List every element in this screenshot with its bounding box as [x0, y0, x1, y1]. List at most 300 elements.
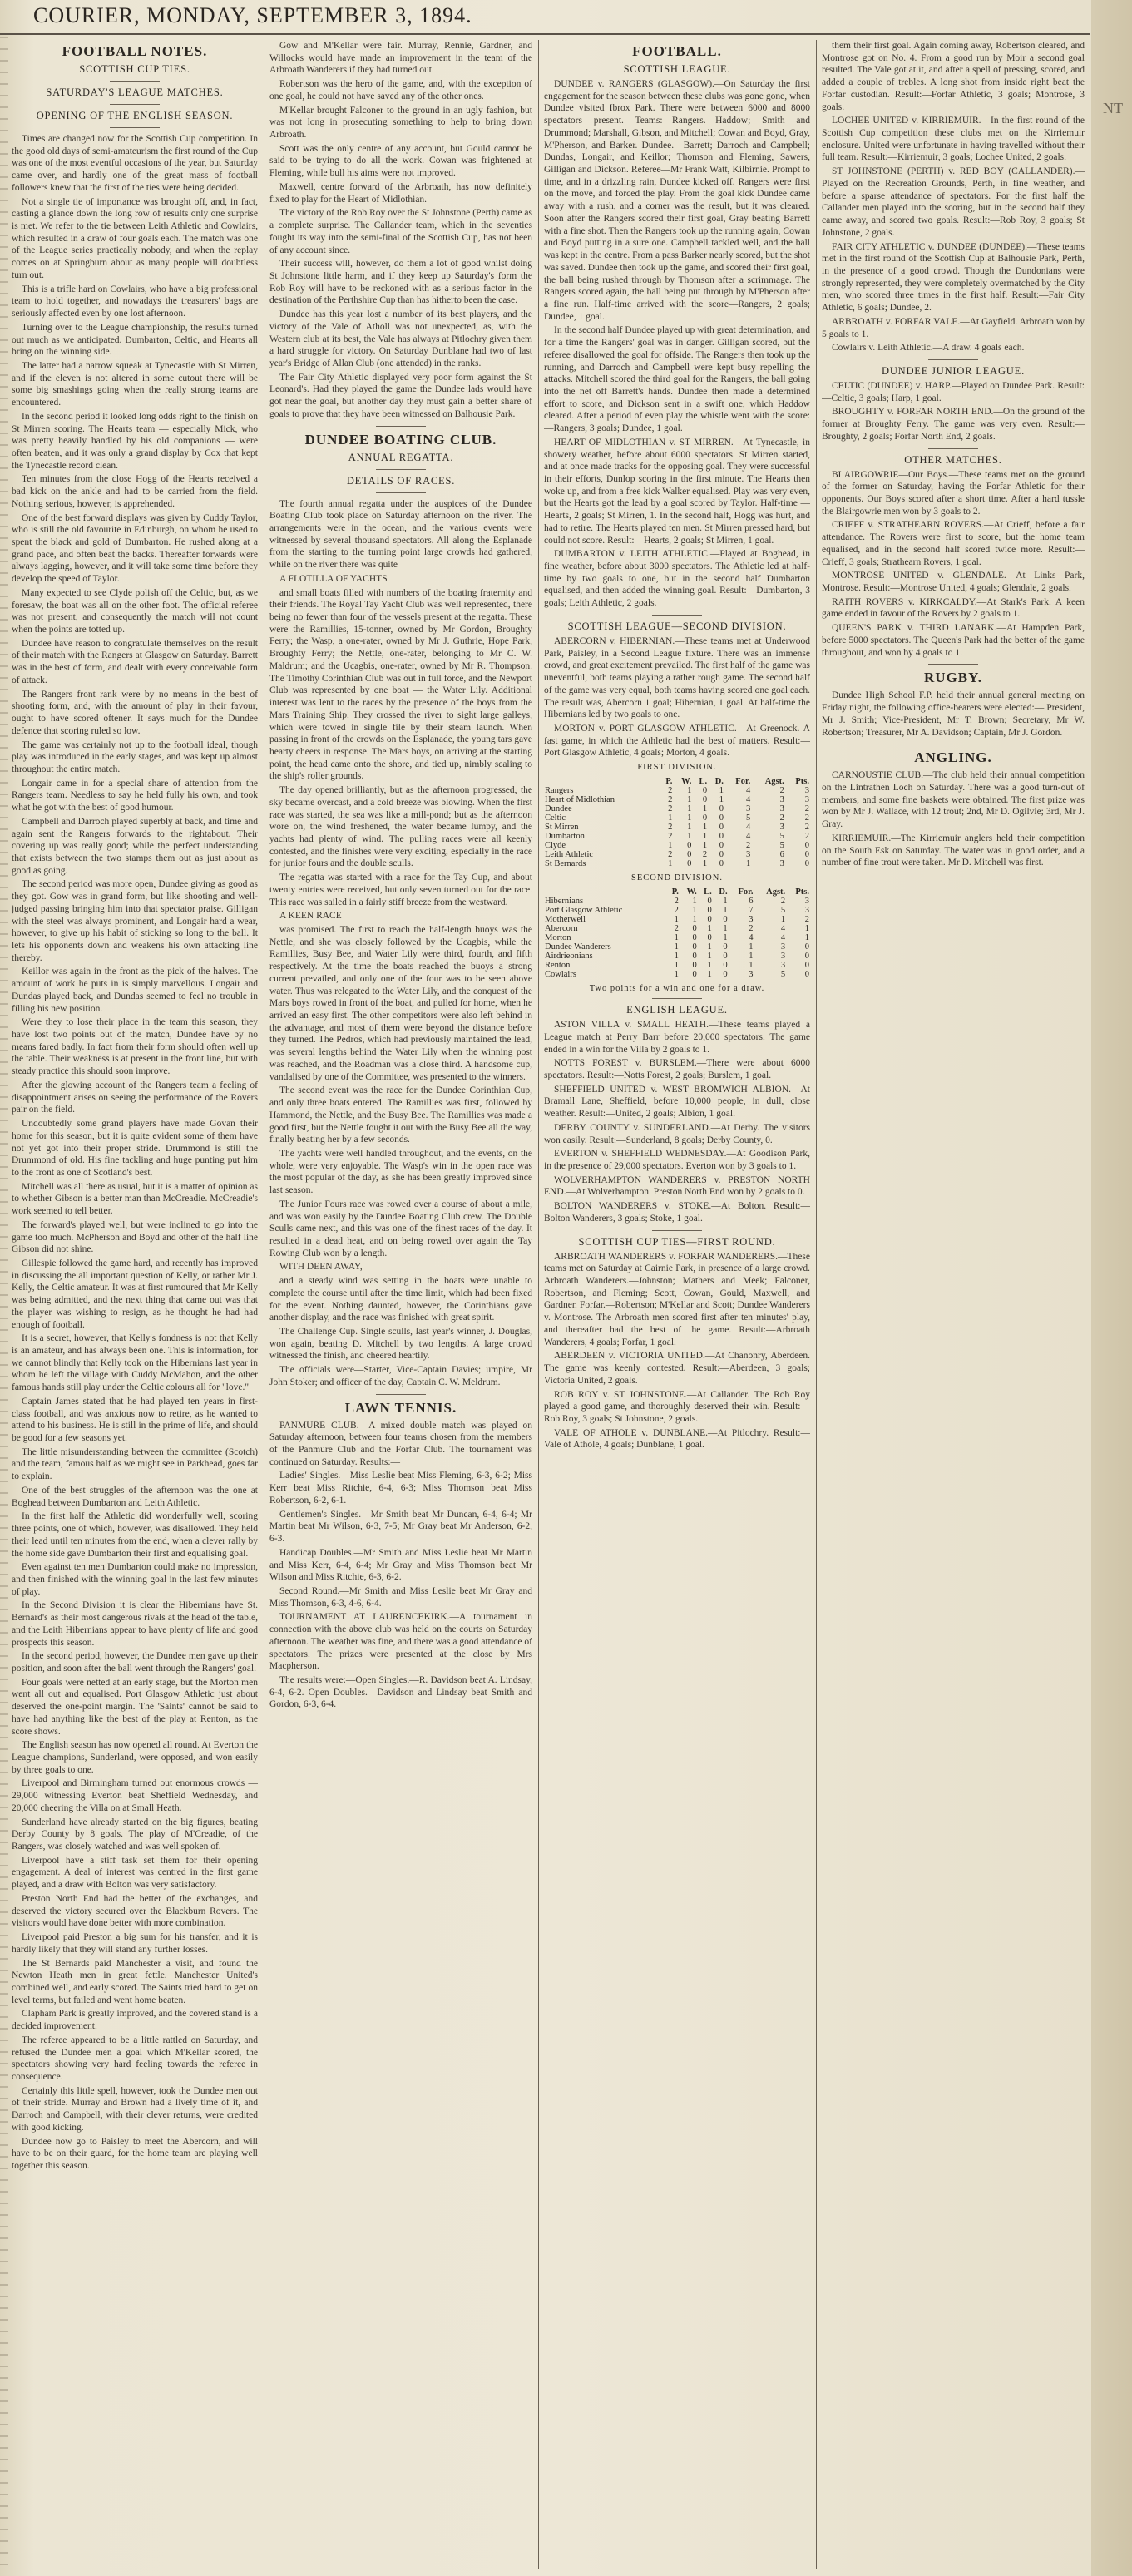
- article-paragraph: Scott was the only centre of any account, but Gould cannot be said to be trying to do all the work. Cowan was frightened at Fleming, while bull his aims were not improved.: [269, 143, 532, 179]
- section-subheading: SCOTTISH CUP TIES—FIRST ROUND.: [578, 1235, 776, 1248]
- stat-cell: 3: [780, 942, 786, 952]
- article-paragraph: DERBY COUNTY v. SUNDERLAND.—At Derby. The visitors won easily. Result:—Sunderland, 8 goals; Derby County, 0.: [544, 1122, 810, 1145]
- article-paragraph: The little misunderstanding between the committee (Scotch) and the team, famous half as we might see in Parkhead, goes far to explain.: [12, 1446, 258, 1482]
- stat-cell: 3: [779, 823, 784, 833]
- stat-cell: 1: [749, 961, 754, 971]
- article-paragraph: One of the best struggles of the afternoon was the one at Boghead between Dumbarton and Leith Athletic.: [12, 1485, 258, 1508]
- league-table-second-division: [544, 888, 810, 979]
- stat-cell: 1: [687, 823, 692, 833]
- team-name-cell: Airdrieonians: [545, 952, 593, 962]
- stat-cell: 0: [723, 915, 728, 925]
- stat-cell: 1: [804, 924, 809, 934]
- stat-cell: 1: [674, 915, 679, 925]
- article-paragraph: In the second period it looked long odds right to the finish on St Mirren scoring. The Hearts team — especially Mick, who was pretty heavily handled by his old companions — were often beaten, and it was only a grand display by Cox that kept the Tynecastle record clean.: [12, 411, 258, 471]
- stat-cell: 0: [687, 850, 692, 860]
- article-paragraph: Were they to lose their place in the team this season, they have lost two points out of the match, Dundee have by no means fared badly. In fact from their form should often well up the table. Their weakness is at present in the front line, but with steady practice this should soon improve.: [12, 1017, 258, 1077]
- stat-cell: 0: [702, 795, 708, 805]
- article-paragraph: RAITH ROVERS v. KIRKCALDY.—At Stark's Park. A keen game ended in favour of the Rovers by 2 goals to 1.: [822, 596, 1085, 620]
- stat-cell: 2: [674, 924, 679, 934]
- article-paragraph: Undoubtedly some grand players have made Govan their home for this season, but it is quite evident some of them have not yet got into their proper stride. Drummond is still the Drummond of old. His fine tackling and huge punting put him to the front as one of Scotland's best.: [12, 1119, 258, 1178]
- divider: [652, 1230, 702, 1231]
- stat-cell: 0: [707, 915, 712, 925]
- stat-cell: 0: [707, 933, 712, 943]
- team-name-cell: Dundee Wanderers: [545, 942, 611, 952]
- article-paragraph: The latter had a narrow squeak at Tynecastle with St Mirren, and if the eleven is not altered in some cutout there will be some big smashings going when the really strong teams are encountered.: [12, 360, 258, 408]
- article-paragraph: The Challenge Cup. Single sculls, last year's winner, J. Douglas, won again, beating D. Mitchell by two lengths. A large crowd witnessed the finish, and cheered heartily.: [269, 1327, 532, 1362]
- stat-cell: 1: [668, 813, 673, 823]
- stat-cell: 2: [749, 924, 754, 934]
- stat-cell: 3: [749, 970, 754, 980]
- table-row: [544, 832, 810, 841]
- article-body: [544, 78, 810, 610]
- team-name-cell: St Mirren: [545, 823, 579, 833]
- stat-cell: 0: [702, 813, 708, 823]
- table-header-cell: L.: [704, 888, 712, 897]
- table-row: [544, 850, 810, 859]
- stat-cell: 0: [687, 841, 692, 851]
- table-row: [544, 859, 810, 868]
- stat-cell: 2: [674, 897, 679, 907]
- article-paragraph: KIRRIEMUIR.—The Kirriemuir anglers held their competition on the South Esk on Saturday. The water was in good order, and a number of fine trout were taken. Mr D. Mitchell was first.: [822, 833, 1085, 868]
- article-paragraph: QUEEN'S PARK v. THIRD LANARK.—At Hampden Park, before 5000 spectators. The Queen's Park had the better of the game throughout, and won by 4 goals to 1.: [822, 623, 1085, 658]
- article-paragraph: It is a secret, however, that Kelly's fondness is not that Kelly is an amateur, and has always been one. This is information, for we cannot blindly that Kelly took on the Hibernians last year in whom he left the village with Cuddy McMahon, and the other famous hands still play under the Celtic colours all for "love.": [12, 1333, 258, 1393]
- stat-cell: 0: [719, 850, 724, 860]
- stat-cell: 0: [692, 961, 697, 971]
- stat-cell: 2: [702, 850, 708, 860]
- table-row: [544, 924, 810, 933]
- divider: [376, 492, 426, 493]
- article-paragraph: Four goals were netted at an early stage, but the Morton men went all out and equalised. Port Glasgow Athletic just about deserved the one-point margin. The 'Saints' cannot be said to have had anything like the best of the play at Renton, as the score shows.: [12, 1677, 258, 1737]
- stat-cell: 4: [746, 823, 751, 833]
- article-paragraph: Robertson was the hero of the game, and, with the exception of one goal, he could not have saved any of the other ones.: [269, 79, 532, 101]
- team-name-cell: St Bernards: [545, 859, 586, 869]
- stat-cell: 0: [719, 823, 724, 833]
- table-row: [544, 906, 810, 915]
- article-paragraph: The referee appeared to be a little rattled on Saturday, and refused the Dundee men a goal which M'Kellar scored, the spectators showing very hard feeling towards the referee in consequence.: [12, 2035, 258, 2082]
- stat-cell: 0: [719, 859, 724, 869]
- article-paragraph: Sunderland have already started on the big figures, beating Derby County by 8 goals. The play of M'Creadie, of the Rangers, was closely watched and was well spoken of.: [12, 1817, 258, 1852]
- stat-cell: 3: [780, 961, 786, 971]
- stat-cell: 0: [804, 841, 809, 851]
- section-subheading: ENGLISH LEAGUE.: [626, 1004, 728, 1016]
- stat-cell: 2: [668, 823, 673, 833]
- article-body: [544, 1019, 810, 1225]
- table-header-cell: Agst.: [764, 777, 784, 787]
- section-subheading: DETAILS OF RACES.: [346, 474, 456, 487]
- table-row: [544, 841, 810, 850]
- article-paragraph: TOURNAMENT AT LAURENCEKIRK.—A tournament in connection with the above club was held on the courts on Saturday afternoon. The weather was fine, and there was a good attendance of spectators. The prizes were presented at the close by Mrs Macpherson.: [269, 1612, 532, 1672]
- article-paragraph: Dundee have reason to congratulate themselves on the result of their match with the Rangers at Glasgow on Saturday. Barrett was in the best of form, and dealt with every conceivable form of attack.: [12, 638, 258, 685]
- stat-cell: 0: [723, 970, 728, 980]
- table-header-cell: [544, 888, 666, 897]
- stat-cell: 0: [804, 970, 809, 980]
- table-header-cell: [544, 777, 660, 786]
- table-header-cell: Pts.: [795, 777, 809, 787]
- section-subheading: SCOTTISH LEAGUE—SECOND DIVISION.: [567, 620, 787, 632]
- article-paragraph: M'Kellar brought Falconer to the ground in an ugly fashion, but was not long in prosecuting something to help to bring down Arbroath.: [269, 105, 532, 141]
- stat-cell: 6: [779, 850, 784, 860]
- stat-cell: 0: [692, 924, 697, 934]
- article-paragraph: Handicap Doubles.—Mr Smith and Miss Leslie beat Mr Martin and Miss Kerr, 6-4, 6-4; Mr Gray and Miss Thomson beat Mr Wilson and Miss Ritchie, 6-3, 6-2.: [269, 1547, 532, 1583]
- stat-cell: 2: [746, 841, 751, 851]
- masthead-rule: [0, 33, 1090, 35]
- stat-cell: 0: [687, 859, 692, 869]
- table-caption: SECOND DIVISION.: [631, 873, 723, 883]
- article-paragraph: The forward's played well, but were inclined to go into the game too much. McPherson and Boyd and other of the half line Gibson did not shine.: [12, 1219, 258, 1255]
- divider: [928, 359, 978, 360]
- article-paragraph: them their first goal. Again coming away, Robertson cleared, and Montrose got on No. 4. From a good run by Moir a second goal resulted. The Vale got at it, and after a spell of pressing, scored, and added a couple of trebles. A long shot from inside right beat the Forfar custodian. Result:—Forfar Athletic, 3 goals; Montrose, 3 goals.: [822, 41, 1085, 112]
- table-row: [544, 970, 810, 979]
- article-paragraph: Certainly this little spell, however, took the Dundee men out of their stride. Murray and Brown had a lively time of it, and Darroch and Campbell, with their clever returns, were credited with good kicking.: [12, 2085, 258, 2133]
- table-header-cell: For.: [738, 888, 754, 897]
- article-paragraph: Keillor was again in the front as the pick of the halves. The amount of work he puts in is simply marvellous. Longair and Dundas played back, and Dundas seemed to feel no trouble in filling his new position.: [12, 967, 258, 1014]
- stat-cell: 1: [749, 942, 754, 952]
- article-paragraph: Their success will, however, do them a lot of good whilst doing St Johnstone little harm, and if they keep up Saturday's form the Rob Roy will have to be reckoned with as a serious factor in the destination of the Perthshire Cup than has hitherto been the case.: [269, 259, 532, 306]
- column-rule: [816, 40, 817, 2569]
- stat-cell: 3: [779, 859, 784, 869]
- section-subheading: SCOTTISH CUP TIES.: [79, 63, 190, 75]
- stat-cell: 4: [746, 832, 751, 842]
- divider: [376, 1394, 426, 1395]
- divider: [928, 664, 978, 665]
- section-subheading: SATURDAY'S LEAGUE MATCHES.: [46, 87, 224, 98]
- article-paragraph: ARBROATH v. FORFAR VALE.—At Gayfield. Arbroath won by 5 goals to 1.: [822, 316, 1085, 339]
- stat-cell: 0: [804, 961, 809, 971]
- stat-cell: 1: [723, 933, 728, 943]
- stat-cell: 4: [780, 933, 786, 943]
- stat-cell: 6: [749, 897, 754, 907]
- stat-cell: 0: [707, 906, 712, 916]
- article-paragraph: The Junior Fours race was rowed over a course of about a mile, and was won easily by the Dundee Boating Club crew. The Double Sculls came next, and this was one of the finest races of the day. It resulted in a dead heat, and on being rowed over again the Tay Rowing Club won by a length.: [269, 1199, 532, 1258]
- table-row: [544, 942, 810, 952]
- table-row: [544, 813, 810, 823]
- article-paragraph: The second event was the race for the Dundee Corinthian Cup, and only three boats entered. The Ramillies was first, followed by Hammond, the Nettle, and the Busy Bee. The Ramillies was made a good first, but the Nettle fought it out with the Busy Bee all the way, finally beating her by a few seconds.: [269, 1085, 532, 1145]
- stat-cell: 1: [702, 823, 708, 833]
- article-paragraph: Liverpool have a stiff task set them for their opening engagement. A deal of interest was centred in the first game played, and a draw with Bolton was very satisfactory.: [12, 1855, 258, 1891]
- article-paragraph: Ten minutes from the close Hogg of the Hearts received a bad kick on the ankle and had to be carried from the field. Nothing serious, however, is apprehended.: [12, 474, 258, 509]
- article-paragraph: Preston North End had the better of the exchanges, and deserved the victory secured over the Blackburn Rovers. The visitors would have done better with more combination.: [12, 1893, 258, 1929]
- table-caption: FIRST DIVISION.: [637, 763, 717, 773]
- stat-cell: 2: [804, 813, 809, 823]
- stat-cell: 5: [779, 832, 784, 842]
- stat-cell: 0: [723, 961, 728, 971]
- stat-cell: 3: [780, 952, 786, 962]
- article-paragraph: Even against ten men Dumbarton could make no impression, and then finished with the winning goal in the last few minutes of play.: [12, 1562, 258, 1597]
- article-paragraph: The regatta was started with a race for the Tay Cup, and about twenty entries were received, but only seven turned out for the race. This race was sailed in a fairly stiff breeze from the westward.: [269, 873, 532, 907]
- stat-cell: 3: [779, 795, 784, 805]
- stat-cell: 1: [674, 933, 679, 943]
- article-paragraph: Many expected to see Clyde polish off the Celtic, but, as we foresaw, the boat was all on the other foot. The official referee was not present, and consequently the match will not count when the points are totted up.: [12, 587, 258, 635]
- stat-cell: 1: [707, 942, 712, 952]
- section-subheading: ANNUAL REGATTA.: [348, 451, 454, 463]
- stat-cell: 0: [804, 942, 809, 952]
- article-paragraph: MORTON v. PORT GLASGOW ATHLETIC.—At Greenock. A fast game, in which the Athletic had the best of matters. Result:—Port Glasgow Athletic, 4 goals; Morton, 4 goals.: [544, 723, 810, 759]
- article-paragraph: ARBROATH WANDERERS v. FORFAR WANDERERS.—These teams met on Saturday at Cairnie Park, in presence of a large crowd. Arbroath Wanderers.—Johnston; Mathers and Meek; Falconer, Robertson, and Fleming; Scott, Cowan, Gould, Maxwell, and Gardner. Forfar.—Robertson; M'Kellar and Scott; Dundee Wanderers v. Montrose. The Arbroath men scored first after ten minutes' play, and thereafter had the best of the game. Result:—Arbroath Wanderers, 4 goals; Forfar, 1 goal.: [544, 1251, 810, 1347]
- stat-cell: 0: [804, 850, 809, 860]
- article-paragraph: The game was certainly not up to the football ideal, though play was introduced in the early stages, and was kept up almost throughout the entire match.: [12, 739, 258, 774]
- article-paragraph: Mitchell was all there as usual, but it is a matter of opinion as to whether Gibson is a better man than McCreadie. McCreadie's work seemed to tell better.: [12, 1181, 258, 1217]
- adjacent-page-edge: [1091, 0, 1132, 2576]
- stat-cell: 1: [674, 952, 679, 962]
- stat-cell: 1: [687, 786, 692, 796]
- table-header-cell: Pts.: [795, 888, 809, 897]
- table-row: [544, 952, 810, 961]
- article-paragraph: Liverpool paid Preston a big sum for his transfer, and it is hardly likely that they will stand any further losses.: [12, 1932, 258, 1955]
- article-paragraph: The yachts were well handled throughout, and the events, on the whole, were very enjoyable. The Wasp's win in the open race was the most popular of the day, as she has been greatly improved since last season.: [269, 1148, 532, 1196]
- stat-cell: 4: [746, 795, 751, 805]
- article-paragraph: CARNOUSTIE CLUB.—The club held their annual competition on the Lintrathen Loch on Saturday. There was a good turn-out of members, and some fine baskets were obtained. The first prize was won by Mr J. Wallace, with 12 trout; 2nd, Mr D. Ogilvie; 3rd, Mr J. Gray.: [822, 770, 1085, 830]
- stat-cell: 0: [692, 942, 697, 952]
- stat-cell: 1: [702, 832, 708, 842]
- stat-cell: 1: [692, 906, 697, 916]
- column-middle-left: [269, 40, 532, 2569]
- section-heading: FOOTBALL.: [632, 43, 722, 59]
- article-paragraph: FAIR CITY ATHLETIC v. DUNDEE (DUNDEE).—These teams met in the first round of the Scottish Cup at Balhousie Park, Perth, in the presence of a good crowd. Though the Dundonians were strongly represented, they were completely overmatched by the City men, who scored three times in the first half. Result:—Fair City Athletic, 6 goals; Dundee, 2.: [822, 241, 1085, 314]
- divider: [652, 998, 702, 999]
- stat-cell: 1: [723, 924, 728, 934]
- stat-cell: 1: [804, 933, 809, 943]
- article-body: [822, 690, 1085, 739]
- team-name-cell: Heart of Midlothian: [545, 795, 615, 805]
- stat-cell: 0: [804, 859, 809, 869]
- article-paragraph: Dundee now go to Paisley to meet the Abercorn, and will have to be on their guard, for the home team are playing well together this season.: [12, 2136, 258, 2171]
- article-paragraph: ABERCORN v. HIBERNIAN.—These teams met at Underwood Park, Paisley, in a Second League fixture. There was an immense crowd, and great excitement prevailed. The first half of the game was uneventful, both teams playing a rather rough game. The second half of the game was very equal, both teams having scored one goal each. The result was, Abercorn 1 goal; Hibernian, 1 goal. At half-time the Hibernians led by two goals to one.: [544, 635, 810, 720]
- article-body: [269, 40, 532, 421]
- article-paragraph: WOLVERHAMPTON WANDERERS v. PRESTON NORTH END.—At Wolverhampton. Preston North End won by 2 goals to 0.: [544, 1174, 810, 1198]
- table-header-cell: W.: [681, 777, 692, 787]
- stat-cell: 0: [723, 942, 728, 952]
- stat-cell: 1: [668, 841, 673, 851]
- table-header-cell: L.: [699, 777, 708, 787]
- article-paragraph: Maxwell, centre forward of the Arbroath, has now definitely fixed to play for the Heart of Midlothian.: [269, 181, 532, 205]
- article-paragraph: WITH DEEN AWAY,: [279, 1262, 363, 1273]
- stat-cell: 3: [804, 897, 809, 907]
- table-row: [544, 795, 810, 804]
- table-header-cell: W.: [686, 888, 697, 897]
- stat-cell: 1: [707, 970, 712, 980]
- article-paragraph: The Fair City Athletic displayed very poor form against the St Leonard's. Had they played the game the Dundee lads would have got near the goal, but another day they must gain a better share of goals to prove that they have been witnessed on Balhousie Park.: [269, 372, 532, 419]
- league-table-first-division: [544, 777, 810, 868]
- article-paragraph: MONTROSE UNITED v. GLENDALE.—At Links Park, Montrose. Result:—Montrose United, 4 goals; Glendale, 2 goals.: [822, 571, 1085, 594]
- team-name-cell: Dundee: [545, 804, 572, 814]
- article-paragraph: The St Bernards paid Manchester a visit, and found the Newton Heath men in great fettle. Manchester United's combined well, and early scored. The Saints tried hard to get on level terms, but failed and went home beaten.: [12, 1958, 258, 2005]
- stat-cell: 0: [719, 813, 724, 823]
- table-header-cell: D.: [714, 777, 724, 787]
- stat-cell: 0: [702, 786, 708, 796]
- stat-cell: 5: [779, 841, 784, 851]
- article-paragraph: Cowlairs v. Leith Athletic.—A draw. 4 goals each.: [832, 343, 1025, 354]
- article-paragraph: Campbell and Darroch played superbly at back, and time and again sent the Rangers forwards to the rightabout. Their covering up was really good; while the perfect understanding that exists between the two stamps them out as just about as good as going.: [12, 816, 258, 876]
- stat-cell: 4: [749, 933, 754, 943]
- team-name-cell: Renton: [545, 961, 571, 971]
- article-body: [544, 635, 810, 759]
- article-paragraph: ASTON VILLA v. SMALL HEATH.—These teams played a League match at Perry Barr before 20,000 spectators. The game ended in a win for the Villa by 2 goals to 1.: [544, 1020, 810, 1055]
- article-body: [12, 133, 258, 2173]
- table-note: Two points for a win and one for a draw.: [589, 984, 765, 994]
- section-heading: FOOTBALL NOTES.: [62, 43, 208, 59]
- article-paragraph: Gillespie followed the game hard, and recently has improved in discussing the all important question of Kelly, or rather Mr J. Kelly, the Celtic amateur. It was at first rumoured that Mr Kelly was being admitted, and the next thing that came out was that the player was wishing to resign, as he thought he had had enough of football.: [12, 1258, 258, 1330]
- stat-cell: 2: [668, 804, 673, 814]
- stat-cell: 3: [804, 786, 809, 796]
- column-rule: [538, 40, 539, 2569]
- stat-cell: 1: [723, 906, 728, 916]
- stat-cell: 0: [804, 952, 809, 962]
- divider: [110, 104, 160, 105]
- article-paragraph: LOCHEE UNITED v. KIRRIEMUIR.—In the first round of the Scottish Cup competition these clubs met on the Kirriemuir enclosure. United were unfortunate in having travelled without their full team. Result:—Kirriemuir, 3 goals; Lochee United, 2 goals.: [822, 116, 1085, 163]
- edge-fragment: NT: [1103, 100, 1123, 116]
- team-name-cell: Hibernians: [545, 897, 584, 907]
- team-name-cell: Motherwell: [545, 915, 586, 925]
- stat-cell: 3: [749, 915, 754, 925]
- stat-cell: 4: [746, 786, 751, 796]
- stat-cell: 1: [719, 786, 724, 796]
- article-body: [269, 498, 532, 1389]
- article-paragraph: ROB ROY v. ST JOHNSTONE.—At Callander. The Rob Roy played a good game, and thoroughly deserved their win. Result:—Rob Roy, 3 goals; St Johnstone, 2 goals.: [544, 1389, 810, 1424]
- article-paragraph: HEART OF MIDLOTHIAN v. ST MIRREN.—At Tynecastle, in showery weather, before about 6000 spectators. St Mirren started, and at once made tracks for the opposing goal. They were successful in their efforts, Dunlop scoring in the first minute. The Hearts then woke up, and from a free kick Walker equalised. Play was very even, but the Hearts got the lead by a goal scored by Taylor. Half-time — Hearts, 2 goals; St Mirren, 1. In the second half, Hogg was hurt, and had to retire. The Hearts played ten men. St Mirren pressed hard, but could not score. Result:—Hearts, 2 goals; St Mirren, 1 goal.: [544, 437, 810, 546]
- article-paragraph: In the first half the Athletic did wonderfully well, scoring three points, one of which, however, was disallowed. They held their lead until ten minutes from the end, when a clever rally by the home side gave Dumbarton their first and equalising goal.: [12, 1511, 258, 1559]
- divider: [652, 615, 702, 616]
- article-paragraph: The victory of the Rob Roy over the St Johnstone (Perth) came as a complete surprise. The Callander team, which in the seventies fought its way into the semi-final of the Scottish Cup, has not been of any account since.: [269, 208, 532, 255]
- section-subheading: OPENING OF THE ENGLISH SEASON.: [36, 110, 234, 121]
- stat-cell: 1: [746, 859, 751, 869]
- section-heading: DUNDEE BOATING CLUB.: [304, 431, 497, 447]
- stat-cell: 1: [702, 804, 708, 814]
- article-paragraph: Gow and M'Kellar were fair. Murray, Rennie, Gardner, and Willocks would have made an improvement in the team of the Arbroath Wanderers if they had turned out.: [269, 41, 532, 76]
- article-body: [822, 769, 1085, 869]
- article-paragraph: In the second half Dundee played up with great determination, and for a time the Rangers' goal was in danger. Gilligan scored, but the referee disallowed the goal for offside. The Rangers then took up the running, and Darroch and Campbell were kept busy repelling the attacks. Mitchell scored the third goal for the Rangers, the ball going into the net off Barrett's hands. Dundee then made a determined effort to score, and Dickson sent in a swift one, which Haddow cleared. After a period of even play the whistle went with the score:—Rangers, 3 goals; Dundee, 1 goal.: [544, 325, 810, 434]
- team-name-cell: Clyde: [545, 841, 566, 851]
- stat-cell: 2: [668, 795, 673, 805]
- article-paragraph: VALE OF ATHOLE v. DUNBLANE.—At Pitlochry. Result:—Vale of Athole, 4 goals; Dunblane, 1 goal.: [544, 1427, 810, 1451]
- table-row: [544, 961, 810, 970]
- table-header-cell: P.: [671, 888, 679, 897]
- table-header-cell: Agst.: [766, 888, 786, 897]
- article-paragraph: The English season has now opened all round. At Everton the League champions, Sunderland, were opposed, and won easily by three goals to one.: [12, 1740, 258, 1775]
- article-paragraph: One of the best forward displays was given by Cuddy Taylor, who is still the old favourite in Edinburgh, on whom he used to spent the black and gold of Dumbarton. He rushed along at a grand pace, and often beat the backs. Thereafter forwards were always lagging, however, and it will take some time before they develop the speed of Taylor.: [12, 512, 258, 585]
- stat-cell: 0: [723, 952, 728, 962]
- stat-cell: 2: [804, 804, 809, 814]
- divider: [110, 127, 160, 128]
- stat-cell: 1: [674, 961, 679, 971]
- divider: [376, 469, 426, 470]
- article-body: [822, 40, 1085, 354]
- article-paragraph: The second period was more open, Dundee giving as good as they got. Gow was in grand form, but like shooting and well-judged passing bringing him into that spectator praise. Gilligan with the steel was always prominent, and Longair hard a wear, however, to give up his habit of sticking so long to the ball. It lets his opponents down and weakens his own attacking line thereby.: [12, 879, 258, 963]
- stat-cell: 2: [668, 832, 673, 842]
- stat-cell: 3: [746, 850, 751, 860]
- stat-cell: 2: [779, 786, 784, 796]
- article-paragraph: Times are changed now for the Scottish Cup competition. In the good old days of semi-amateurism the first round of the Cup was one of the most eventful occasions of the year, but Saturday came over, and hardly one of the great mass of football followers knew that the first of the ties were being decided.: [12, 134, 258, 193]
- article-paragraph: NOTTS FOREST v. BURSLEM.—There were about 6000 spectators. Result:—Notts Forest, 2 goals; Burslem, 1 goal.: [544, 1058, 810, 1080]
- team-name-cell: Dumbarton: [545, 832, 585, 842]
- stat-cell: 0: [719, 832, 724, 842]
- article-paragraph: Dundee High School F.P. held their annual general meeting on Friday night, the following office-bearers were elected:— President, Mr J. Smith; Vice-President, Mr T. Brown; Secretary, Mr W. Robertson; Treasurer, Mr A. Davidson; Captain, Mr J. Gordon.: [822, 690, 1085, 738]
- article-paragraph: ABERDEEN v. VICTORIA UNITED.—At Chanonry, Aberdeen. The game was keenly contested. Result:—Aberdeen, 3 goals; Victoria United, 2 goals.: [544, 1351, 810, 1386]
- stat-cell: 1: [702, 859, 708, 869]
- article-paragraph: CRIEFF v. STRATHEARN ROVERS.—At Crieff, before a fair attendance. The Rovers were first to score, but the home team equalised, and in the second half scored twice more. Result:—Crieff, 3 goals; Strathearn Rovers, 1 goal.: [822, 520, 1085, 567]
- article-paragraph: In the Second Division it is clear the Hibernians have St. Bernard's as their most dangerous rivals at the head of the table, and the Leith Hibernians appear to have plenty of life and good prospects this season.: [12, 1600, 258, 1648]
- team-name-cell: Morton: [545, 933, 571, 943]
- article-paragraph: and small boats filled with numbers of the boating fraternity and their friends. The Royal Tay Yacht Club was well represented, there being no fewer than four of the vessels present at the regatta. These were the Ramillies, 15-tonner, owned by Mr Gordon, Broughty Ferry; the Wasp, a one-rater, owned by Mr J. Guthrie, Hope Park, Broughty Ferry; the Nettle, one-rater, belonging to Mr C. W. Maldrum; and the Ucagbis, one-rater, owned by Mr R. Thompson. The Timothy Corinthian Club was out in full force, and the Newport Club was represented by one boat — the Water Lily. Additional interest was lent to the races by the presence of the boys from the Mars Training Ship. They crossed the river to sight large galleys, which were towed in single file by their steam launch. When passing in front of the crowds on the Esplanade, the young tars gave hearty cheers in response. The Mars boys, on arriving at the starting point, the head came onto the shore, and tied up, nimbly scaling to the ship's roller grounds.: [269, 587, 532, 782]
- article-paragraph: Captain James stated that he had played ten years in first-class football, and was anxious now to retire, as he wanted to attend to his business. He is still in the prime of life, and should be good for a few seasons yet.: [12, 1396, 258, 1444]
- divider: [376, 426, 426, 427]
- article-paragraph: EVERTON v. SHEFFIELD WEDNESDAY.—At Goodison Park, in the presence of 29,000 spectators. Everton won by 3 goals to 1.: [544, 1149, 810, 1171]
- table-row: [544, 915, 810, 924]
- stat-cell: 1: [723, 897, 728, 907]
- table-row: [544, 804, 810, 813]
- stat-cell: 2: [674, 906, 679, 916]
- stat-cell: 1: [674, 970, 679, 980]
- article-paragraph: ST JOHNSTONE (PERTH) v. RED BOY (CALLANDER).—Played on the Recreation Grounds, Perth, in fine weather, and before a sparse attendance of spectators. For the first half the Callander men played into the scoring, but in the second half they came away, and scored two goals. Result:—Rob Roy, 3 goals; St Johnstone, 2 goals.: [822, 166, 1085, 238]
- article-paragraph: Not a single tie of importance was brought off, and, in fact, casting a glance down the long row of results only one surprise is met. We refer to the tie between Leith Athletic and Cowlairs, which resulted in a draw of four goals each. The match was one of the League series practically nobody, and when the replay comes on at Springburn about as many people will doubtless turn out.: [12, 196, 258, 280]
- table-header-row: [544, 888, 810, 897]
- stat-cell: 7: [749, 906, 754, 916]
- article-paragraph: BOLTON WANDERERS v. STOKE.—At Bolton. Result:—Bolton Wanderers, 3 goals; Stoke, 1 goal.: [544, 1201, 810, 1224]
- article-paragraph: The day opened brilliantly, but as the afternoon progressed, the sky became overcast, and a cold breeze was blowing. When the first race was started, the sea was like a mill-pond; but as the afternoon wore on, the wind freshened, the water became lumpy, and the yachts had plenty of wind. The pulling races were all keenly contested, and the finishes were very exciting, especially in the race for junior fours and the double sculls.: [269, 785, 532, 869]
- column-football-notes: [12, 40, 258, 2569]
- table-row: [544, 897, 810, 906]
- article-body: [269, 1420, 532, 1712]
- stat-cell: 1: [707, 924, 712, 934]
- article-body: [544, 1251, 810, 1452]
- article-paragraph: Clapham Park is greatly improved, and the covered stand is a decided improvement.: [12, 2009, 258, 2032]
- article-paragraph: and a steady wind was setting in the boats were unable to complete the course until after the time limit, which had been fixed for the event. Nothing daunted, however, the Corinthians gave another display, and the race was finished with great spirit.: [269, 1276, 532, 1323]
- article-paragraph: DUNDEE v. RANGERS (GLASGOW).—On Saturday the first engagement for the season between these clubs was gone gone, when Dundee visited Ibrox Park. There were between 6000 and 8000 spectators present. Teams:—Rangers.—Haddow; Smith and Drummond; Marshall, Gibson, and Mitchell; Cowan and Boyd, Gray, M'Pherson, and Barker. Dundee.—Barrett; Darroch and Campbell; Dundas, Longair, and Keillor; Thomson and Fleming, Sawers, Gilligan and Dickson. Referee—Mr Frank Watt, Kilbirnie. Prompt to time, and in a drizzling rain, Dundee kicked off. Rangers were first on the move, and forced the play. From the goal kick Dundee came away with a rush, and a corner was the result, but it was cleared. Soon after the Rangers scored their first goal, Gray beating Barrett with a fine shot. Then the Rangers took up the running again, Cowan and Boyd putting in a sure one. Campbell tackled well, and the ball was kept in the centre. From a pass Barker nearly scored, but the shot was saved. Dundee then took up the game, and scored their first goal, the ball being rushed through by Thomson after a scrimmage. The Rangers scored again, the ball being put through by M'Pherson after a fine run. Half-time arrived with the score—Rangers, 2 goals; Dundee, 1 goal.: [544, 79, 810, 322]
- stat-cell: 1: [668, 859, 673, 869]
- stat-cell: 3: [804, 906, 809, 916]
- stat-cell: 2: [668, 850, 673, 860]
- team-name-cell: Leith Athletic: [545, 850, 594, 860]
- article-paragraph: was promised. The first to reach the half-length buoys was the Nettle, and she was closely followed by the Ucagbis, while the Ramillies, Busy Bee, and Water Lily were third, fourth, and fifth respectively. At the time the boats reached the buoys a strong current prevailed, and only one of the four was to be seen above water. Thus was relegated to the Water Lily, and the conquest of the Mars boys rowed in front of the boat, and pulled for home, when he arrived an easy first. The other competitors were also left behind in the advantage, and most of them were beyond the distance before they turned. The Pedros, which had previously maintained the lead, was several lengths behind the Water Lily when the winning post was reached, and the Roadman was a close third. A handsome cup, vandalised by one of the Committee, was presented to the winners.: [269, 925, 532, 1082]
- article-paragraph: Ladies' Singles.—Miss Leslie beat Miss Fleming, 6-3, 6-2; Miss Kerr beat Miss Ritchie, 6-4, 6-3; Miss Thomson beat Miss Robertson, 6-2, 6-1.: [269, 1471, 532, 1506]
- team-name-cell: Cowlairs: [545, 970, 576, 980]
- stat-cell: 3: [779, 804, 784, 814]
- article-paragraph: This is a trifle hard on Cowlairs, who have a big professional team to hold together, and nowadays the treasurers' bags are seriously affected even by one lost afternoon.: [12, 284, 258, 319]
- stat-cell: 1: [702, 841, 708, 851]
- article-paragraph: Liverpool and Birmingham turned out enormous crowds — 29,000 witnessing Everton beat Sheffield Wednesday, and 20,000 cheering the Villa on at Small Heath.: [12, 1778, 258, 1813]
- stat-cell: 1: [749, 952, 754, 962]
- section-subheading: OTHER MATCHES.: [904, 453, 1002, 466]
- stat-cell: 3: [804, 795, 809, 805]
- article-paragraph: In the second period, however, the Dundee men gave up their position, and soon after the ball went through the Rangers' goal.: [12, 1651, 258, 1674]
- stat-cell: 2: [668, 786, 673, 796]
- stat-cell: 0: [692, 970, 697, 980]
- table-header-cell: D.: [719, 888, 728, 897]
- stat-cell: 1: [687, 813, 692, 823]
- article-paragraph: BLAIRGOWRIE—Our Boys.—These teams met on the ground of the former on Saturday, having the Forfar Athletic for their opponents. Our Boys scored after a short time. After a hard tussle the Blairgowrie men won by 3 goals to 2.: [822, 469, 1085, 517]
- stat-cell: 5: [746, 813, 751, 823]
- stat-cell: 1: [687, 795, 692, 805]
- divider: [110, 81, 160, 82]
- article-paragraph: Turning over to the League championship, the results turned out much as we anticipated. Dumbarton, Celtic, and Hearts all bring on the winning side.: [12, 322, 258, 358]
- column-football: [544, 40, 810, 2569]
- left-gutter-shadow: [0, 37, 8, 2574]
- stat-cell: 0: [719, 841, 724, 851]
- stat-cell: 2: [779, 813, 784, 823]
- stat-cell: 2: [804, 823, 809, 833]
- stat-cell: 2: [804, 832, 809, 842]
- team-name-cell: Port Glasgow Athletic: [545, 906, 623, 916]
- stat-cell: 1: [692, 897, 697, 907]
- article-paragraph: The officials were—Starter, Vice-Captain Davies; umpire, Mr John Stoker; and officer of the day, Captain C. W. Meldrum.: [269, 1365, 532, 1387]
- column-results: [822, 40, 1085, 2569]
- table-header-cell: P.: [665, 777, 673, 787]
- section-heading: LAWN TENNIS.: [344, 1399, 457, 1416]
- stat-cell: 2: [804, 915, 809, 925]
- stat-cell: 0: [707, 897, 712, 907]
- article-body: [822, 380, 1085, 443]
- section-subheading: DUNDEE JUNIOR LEAGUE.: [882, 364, 1025, 377]
- table-row: [544, 823, 810, 832]
